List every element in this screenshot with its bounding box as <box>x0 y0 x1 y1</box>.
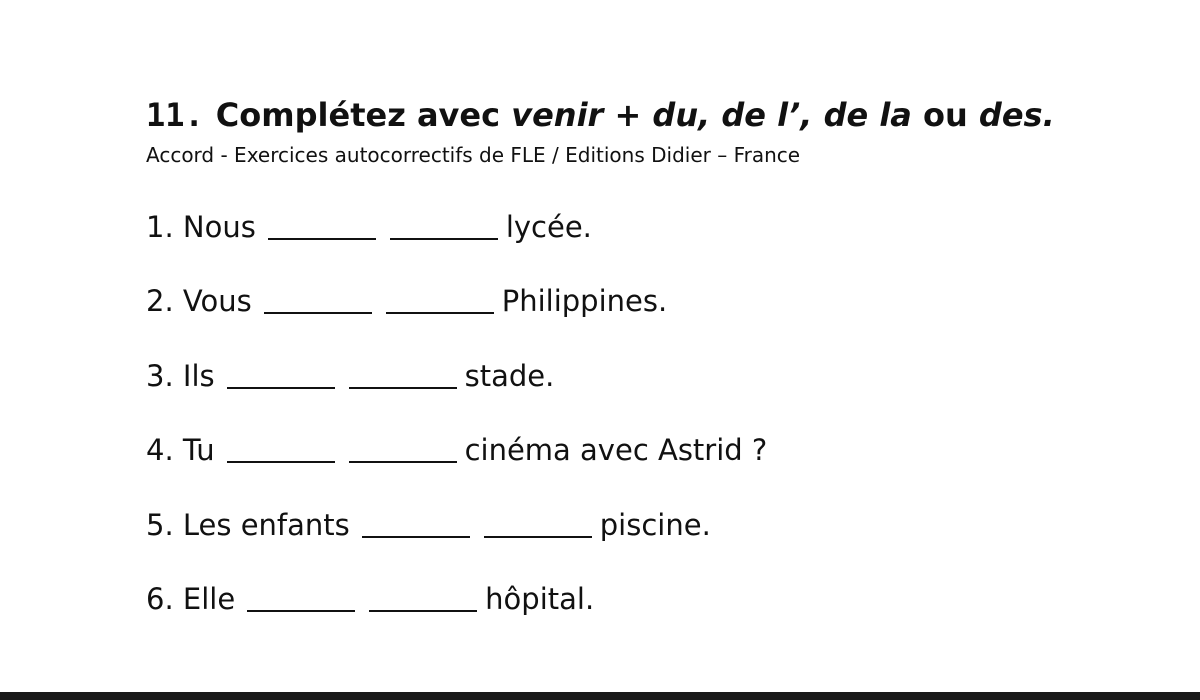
exercise-title <box>146 96 1055 134</box>
exercise-suffix: Philippines. <box>501 284 668 319</box>
title-part-options: venir + du, de l’, de la <box>511 96 912 134</box>
exercise-item-6 <box>146 582 767 656</box>
answer-blank-verb <box>264 284 372 314</box>
answer-blank-article <box>349 433 457 463</box>
exercise-suffix: cinéma avec Astrid ? <box>464 433 768 468</box>
exercise-suffix: lycée. <box>505 210 592 244</box>
exercise-prefix: 4. Tu <box>146 433 215 468</box>
exercise-item-4 <box>146 433 767 507</box>
exercise-prefix: 5. Les enfants <box>146 507 350 542</box>
exercise-prefix: 6. Elle <box>146 581 236 616</box>
exercise-prefix: 2. Vous <box>146 284 252 319</box>
exercise-list <box>146 210 767 656</box>
answer-blank-verb <box>247 582 355 612</box>
exercise-item-3 <box>146 359 767 433</box>
answer-blank-article <box>390 210 498 240</box>
answer-blank-article <box>369 582 477 612</box>
title-part-des: des. <box>978 96 1055 134</box>
answer-blank-verb <box>362 508 470 538</box>
answer-blank-article <box>484 508 592 538</box>
exercise-item-1 <box>146 210 767 284</box>
title-part-instruction: Complétez avec <box>215 96 512 134</box>
source-credit: Accord - Exercices autocorrectifs de FLE / Editions Didier – France <box>146 143 801 167</box>
answer-blank-verb <box>227 359 335 389</box>
exercise-suffix: hôpital. <box>485 581 595 616</box>
answer-blank-article <box>349 359 457 389</box>
exercise-suffix: piscine. <box>599 507 711 542</box>
exercise-item-2 <box>146 284 767 358</box>
answer-blank-verb <box>227 433 335 463</box>
answer-blank-article <box>386 284 494 314</box>
exercise-prefix: 3. Ils <box>146 358 215 393</box>
bottom-edge-bar <box>0 692 1200 700</box>
exercise-prefix: 1. Nous <box>146 210 256 244</box>
answer-blank-verb <box>268 210 376 240</box>
exercise-number: 11. <box>146 96 204 134</box>
title-part-or: ou <box>911 96 979 134</box>
exercise-suffix: stade. <box>464 358 555 393</box>
exercise-item-5 <box>146 508 767 582</box>
